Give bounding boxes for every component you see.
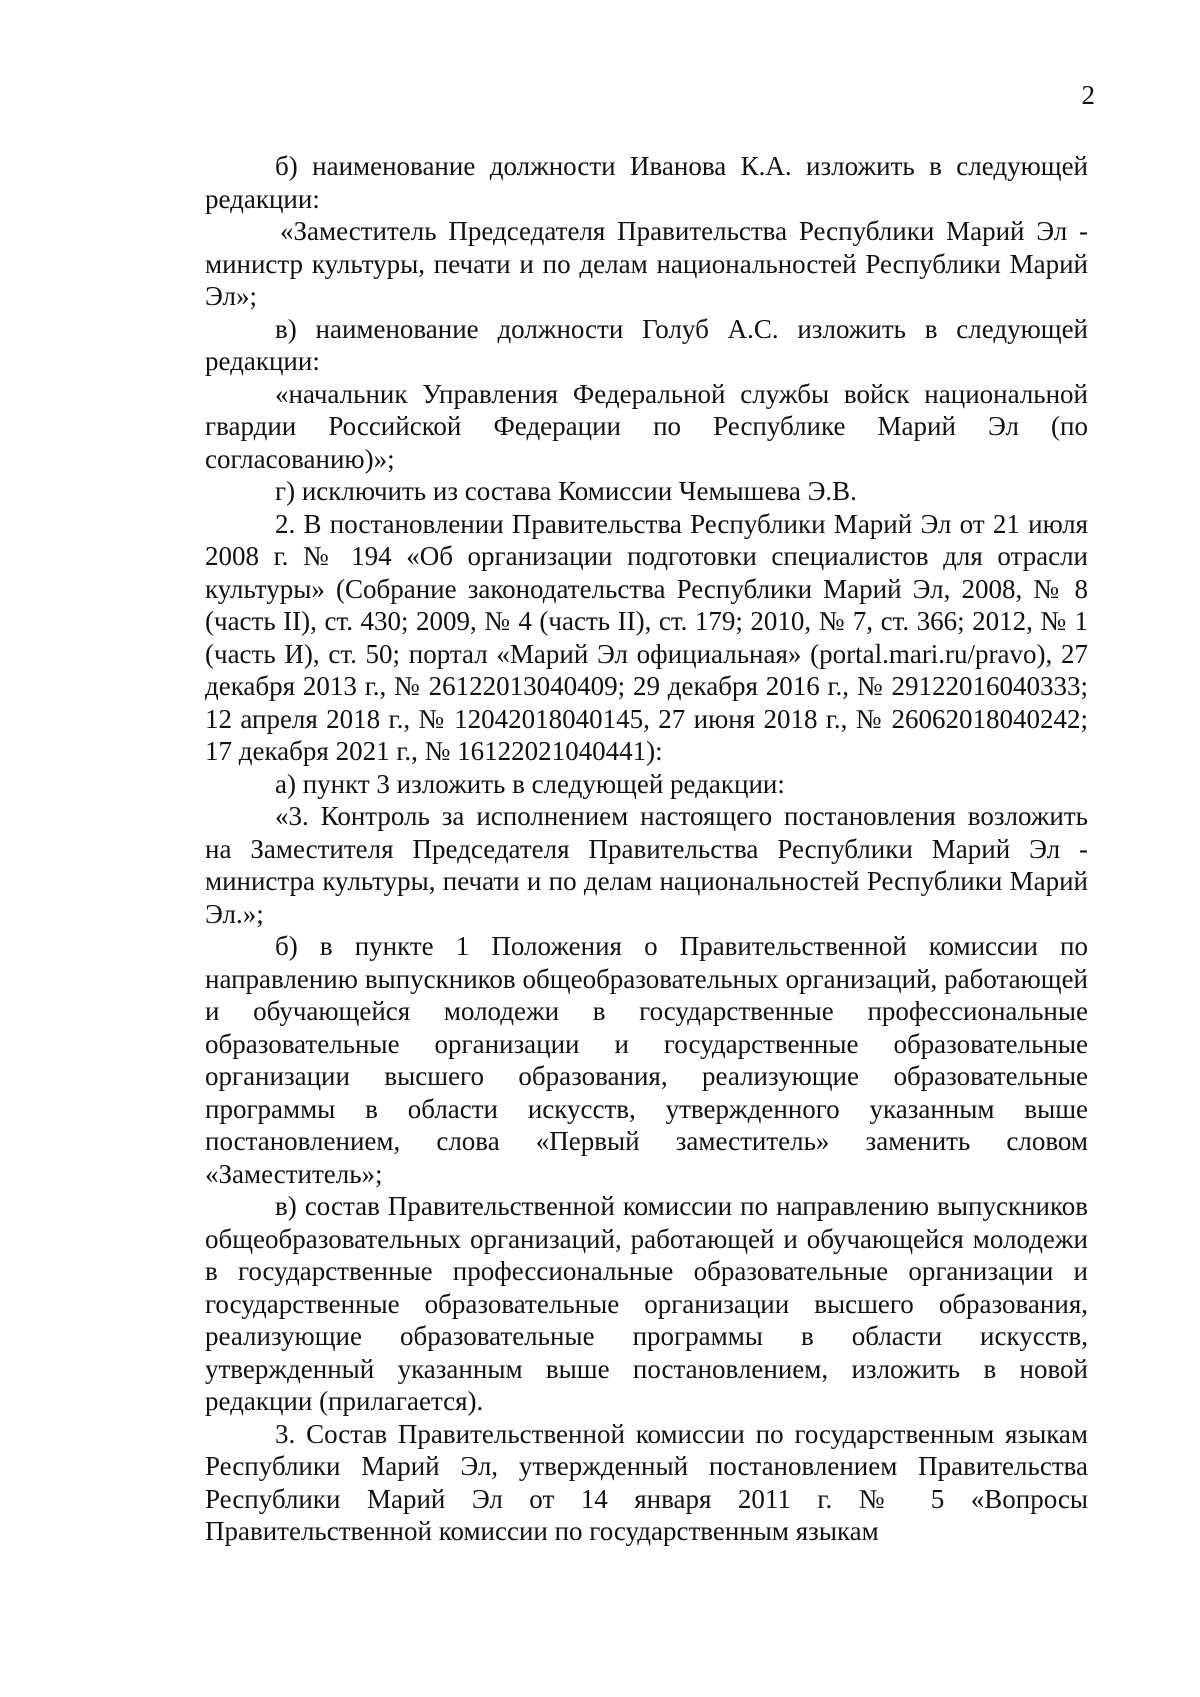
paragraph-v-commission-composition: в) состав Правительственной комиссии по направлению выпускников общеобразовательных организаций, работающей и обучающейся молодежи в государственные профессиональные образовательные организации и государственные образовательные организации высшего образования, реализующие образовательные программы в области искусств, утвержденный указанным выше постановлением, изложить в новой редакции (прилагается). — [205, 1191, 1088, 1416]
paragraph-3-languages-commission: 3. Состав Правительственной комиссии по государственным языкам Республики Марий Эл, утвержденный постановлением Правительства Республики Марий Эл от 14 января 2011 г. № 5 «Вопросы Правительственной комиссии по государственным языкам — [205, 1418, 1088, 1546]
paragraph-quote-rosgvardia: «начальник Управления Федеральной службы войск национальной гвардии Российской Федерации по Республике Марий Эл (по согласованию)»; — [205, 378, 1088, 474]
paragraph-2-resolution-194: 2. В постановлении Правительства Республики Марий Эл от 21 июля 2008 г. № 194 «Об организации подготовки специалистов для отрасли культуры» (Собрание законодательства Республики Марий Эл, 2008, № 8 (часть II), ст. 430; 2009, № 4 (часть II), ст. 179; 2010, № 7, ст. 366; 2012, № 1 (часть И), ст. 50; портал «Марий Эл официальная» (portal.mari.ru/pravo), 27 декабря 2013 г., № 26122013040409; 29 декабря 2016 г., № 29122016040333; 12 апреля 2018 г., № 12042018040145, 27 июня 2018 г., № 26062018040242; 17 декабря 2021 г., № 16122021040441): — [205, 508, 1088, 766]
page-number: 2 — [1081, 80, 1095, 110]
paragraph-a-point-3: а) пункт 3 изложить в следующей редакции: — [275, 768, 785, 799]
paragraph-b-ivanov: б) наименование должности Иванова К.А. изложить в следующей редакции: — [205, 151, 1088, 214]
paragraph-b-regulation: б) в пункте 1 Положения о Правительственной комиссии по направлению выпускников общеобразовательных организаций, работающей и обучающейся молодежи в государственные профессиональные образовательные организации и государственные образовательные организации высшего образования, реализующие образовательные программы в области искусств, утвержденного указанным выше постановлением, слова «Первый заместитель» заменить словом «Заместитель»; — [205, 931, 1088, 1189]
paragraph-quote-deputy-chairman: «Заместитель Председателя Правительства Республики Марий Эл - министр культуры, печати и по делам национальностей Республики Марий Эл»; — [205, 216, 1088, 311]
paragraph-v-golub: в) наименование должности Голуб А.С. изложить в следующей редакции: — [205, 313, 1088, 376]
paragraph-quote-control: «3. Контроль за исполнением настоящего постановления возложить на Заместителя Председателя Правительства Республики Марий Эл - министра культуры, печати и по делам национальностей Республики Марий Эл.»; — [205, 801, 1088, 929]
document-body — [205, 150, 1088, 1548]
paragraph-g-exclude: г) исключить из состава Комиссии Чемышева Э.В. — [275, 476, 857, 506]
